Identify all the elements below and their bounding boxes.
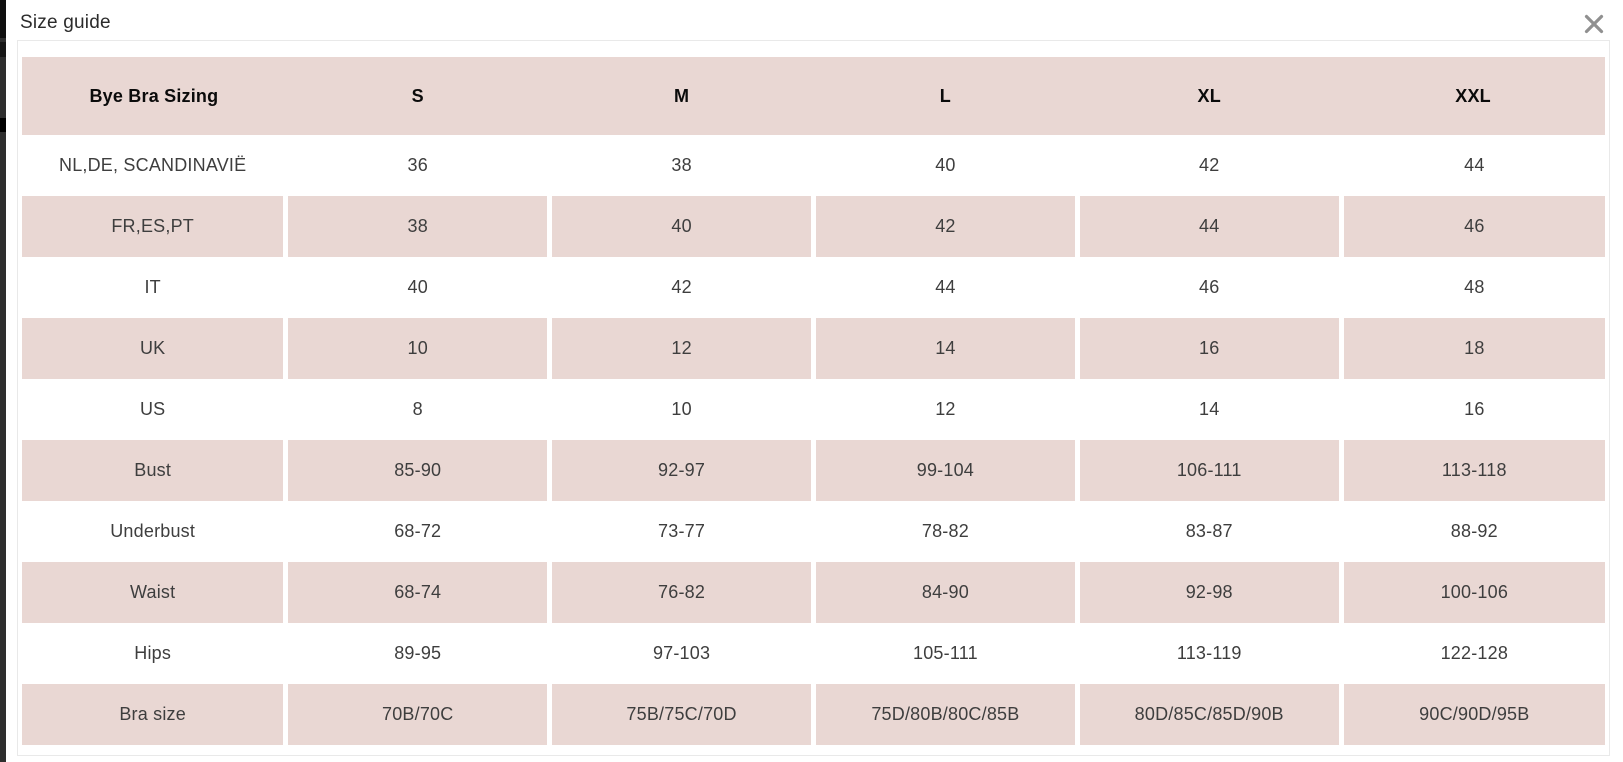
size-value-cell: 42 — [813, 196, 1077, 257]
size-value-cell: 40 — [286, 257, 550, 318]
header-cell-size: S — [286, 57, 550, 135]
size-value-cell: 44 — [813, 257, 1077, 318]
size-value-cell: 46 — [1077, 257, 1341, 318]
size-value-cell: 40 — [813, 135, 1077, 196]
size-value-cell: 14 — [813, 318, 1077, 379]
size-value-cell: 89-95 — [286, 623, 550, 684]
size-value-cell: 10 — [286, 318, 550, 379]
row-label-cell: Bust — [22, 440, 286, 501]
size-value-cell: 83-87 — [1077, 501, 1341, 562]
size-value-cell: 68-74 — [286, 562, 550, 623]
size-table — [22, 57, 1605, 745]
size-value-cell: 75B/75C/70D — [550, 684, 814, 745]
header-cell-size: L — [813, 57, 1077, 135]
size-value-cell: 40 — [550, 196, 814, 257]
size-value-cell: 12 — [813, 379, 1077, 440]
size-value-cell: 105-111 — [813, 623, 1077, 684]
modal-title: Size guide — [20, 12, 111, 33]
row-label-cell: UK — [22, 318, 286, 379]
row-label-cell: Underbust — [22, 501, 286, 562]
size-value-cell: 14 — [1077, 379, 1341, 440]
table-row — [22, 318, 1605, 379]
size-value-cell: 48 — [1341, 257, 1605, 318]
table-row — [22, 562, 1605, 623]
size-value-cell: 42 — [550, 257, 814, 318]
size-value-cell: 16 — [1077, 318, 1341, 379]
size-value-cell: 84-90 — [813, 562, 1077, 623]
size-value-cell: 70B/70C — [286, 684, 550, 745]
size-value-cell: 75D/80B/80C/85B — [813, 684, 1077, 745]
row-label-cell: US — [22, 379, 286, 440]
size-value-cell: 76-82 — [550, 562, 814, 623]
size-value-cell: 122-128 — [1341, 623, 1605, 684]
row-label-cell: Bra size — [22, 684, 286, 745]
header-cell-size: XXL — [1341, 57, 1605, 135]
size-value-cell: 106-111 — [1077, 440, 1341, 501]
size-value-cell: 92-98 — [1077, 562, 1341, 623]
row-label-cell: IT — [22, 257, 286, 318]
size-value-cell: 78-82 — [813, 501, 1077, 562]
row-label-cell: Hips — [22, 623, 286, 684]
size-value-cell: 36 — [286, 135, 550, 196]
size-value-cell: 44 — [1341, 135, 1605, 196]
size-value-cell: 16 — [1341, 379, 1605, 440]
table-row — [22, 623, 1605, 684]
row-label-cell: FR,ES,PT — [22, 196, 286, 257]
size-value-cell: 38 — [286, 196, 550, 257]
table-row — [22, 257, 1605, 318]
size-value-cell: 68-72 — [286, 501, 550, 562]
header-cell-size: M — [550, 57, 814, 135]
size-value-cell: 73-77 — [550, 501, 814, 562]
header-cell-size: XL — [1077, 57, 1341, 135]
size-value-cell: 92-97 — [550, 440, 814, 501]
table-row — [22, 440, 1605, 501]
close-icon — [1583, 13, 1605, 35]
table-row — [22, 501, 1605, 562]
size-value-cell: 90C/90D/95B — [1341, 684, 1605, 745]
size-value-cell: 97-103 — [550, 623, 814, 684]
size-value-cell: 113-119 — [1077, 623, 1341, 684]
size-table-body — [22, 135, 1605, 745]
size-value-cell: 46 — [1341, 196, 1605, 257]
size-value-cell: 42 — [1077, 135, 1341, 196]
table-row — [22, 135, 1605, 196]
size-value-cell: 99-104 — [813, 440, 1077, 501]
close-button[interactable] — [1581, 11, 1607, 37]
size-value-cell: 10 — [550, 379, 814, 440]
size-value-cell: 100-106 — [1341, 562, 1605, 623]
size-table-header — [22, 57, 1605, 135]
size-guide-modal — [6, 0, 1623, 762]
size-value-cell: 18 — [1341, 318, 1605, 379]
size-value-cell: 80D/85C/85D/90B — [1077, 684, 1341, 745]
size-value-cell: 88-92 — [1341, 501, 1605, 562]
row-label-cell: Waist — [22, 562, 286, 623]
size-guide-panel — [17, 40, 1610, 756]
table-row — [22, 196, 1605, 257]
header-row — [22, 57, 1605, 135]
row-label-cell: NL,DE, SCANDINAVIË — [22, 135, 286, 196]
size-value-cell: 44 — [1077, 196, 1341, 257]
table-row — [22, 379, 1605, 440]
size-value-cell: 12 — [550, 318, 814, 379]
size-value-cell: 38 — [550, 135, 814, 196]
size-value-cell: 85-90 — [286, 440, 550, 501]
size-value-cell: 8 — [286, 379, 550, 440]
table-row — [22, 684, 1605, 745]
header-cell-label: Bye Bra Sizing — [22, 57, 286, 135]
size-value-cell: 113-118 — [1341, 440, 1605, 501]
